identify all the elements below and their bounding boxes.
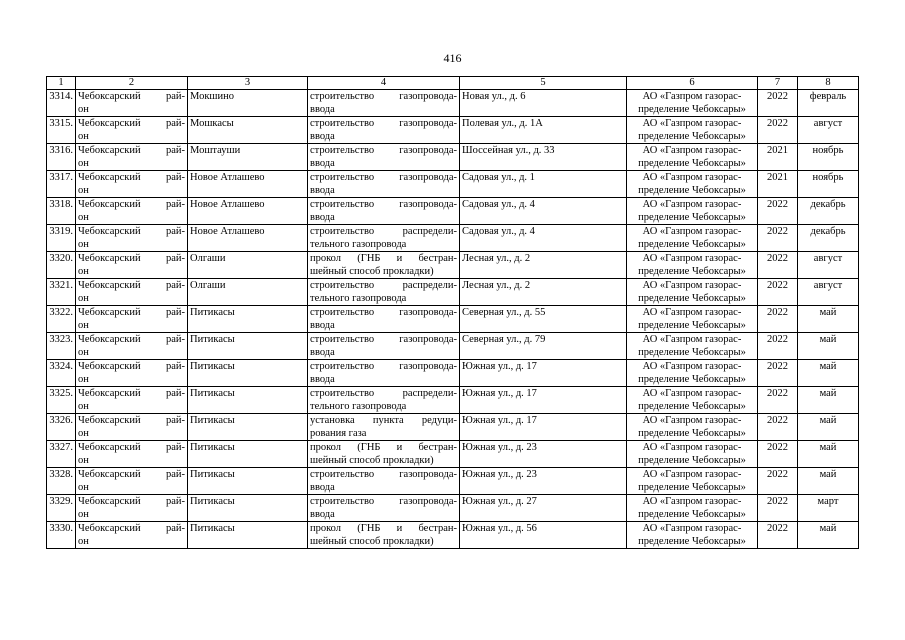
address-cell: Полевая ул., д. 1А [460, 117, 627, 144]
table-row [47, 333, 859, 360]
district-cell: Чебоксарский рай- он [76, 198, 188, 225]
year-cell: 2021 [758, 171, 798, 198]
settlement-cell: Питикасы [188, 387, 308, 414]
settlement-cell: Питикасы [188, 306, 308, 333]
district-cell: Чебоксарский рай- он [76, 333, 188, 360]
month-cell: август [798, 252, 859, 279]
address-cell: Новая ул., д. 6 [460, 90, 627, 117]
row-number: 3317. [47, 171, 76, 198]
table-header [47, 77, 859, 90]
row-number: 3329. [47, 495, 76, 522]
work-type-cell: строительство газопровода- ввода [308, 117, 460, 144]
district-cell: Чебоксарский рай- он [76, 171, 188, 198]
settlement-cell: Питикасы [188, 414, 308, 441]
district-cell: Чебоксарский рай- он [76, 90, 188, 117]
district-cell: Чебоксарский рай- он [76, 387, 188, 414]
district-cell: Чебоксарский рай- он [76, 522, 188, 549]
table-row [47, 225, 859, 252]
table-row [47, 144, 859, 171]
address-cell: Южная ул., д. 27 [460, 495, 627, 522]
address-cell: Южная ул., д. 56 [460, 522, 627, 549]
month-cell: август [798, 279, 859, 306]
organization-cell: АО «Газпром газорас- пределение Чебоксары» [627, 279, 758, 306]
settlement-cell: Новое Атлашево [188, 198, 308, 225]
month-cell: ноябрь [798, 171, 859, 198]
address-cell: Садовая ул., д. 4 [460, 198, 627, 225]
year-cell: 2021 [758, 144, 798, 171]
row-number: 3327. [47, 441, 76, 468]
settlement-cell: Мокшино [188, 90, 308, 117]
district-cell: Чебоксарский рай- он [76, 306, 188, 333]
work-type-cell: строительство газопровода- ввода [308, 333, 460, 360]
year-cell: 2022 [758, 414, 798, 441]
address-cell: Лесная ул., д. 2 [460, 279, 627, 306]
organization-cell: АО «Газпром газорас- пределение Чебоксары» [627, 117, 758, 144]
organization-cell: АО «Газпром газорас- пределение Чебоксары» [627, 171, 758, 198]
work-type-cell: прокол (ГНБ и бестран- шейный способ прокладки) [308, 252, 460, 279]
address-cell: Северная ул., д. 55 [460, 306, 627, 333]
organization-cell: АО «Газпром газорас- пределение Чебоксары» [627, 333, 758, 360]
year-cell: 2022 [758, 252, 798, 279]
table-row [47, 495, 859, 522]
table-row [47, 441, 859, 468]
work-type-cell: строительство распредели- тельного газопровода [308, 279, 460, 306]
column-header-8: 8 [798, 77, 859, 90]
address-cell: Южная ул., д. 23 [460, 441, 627, 468]
table-row [47, 171, 859, 198]
settlement-cell: Питикасы [188, 333, 308, 360]
address-cell: Садовая ул., д. 4 [460, 225, 627, 252]
district-cell: Чебоксарский рай- он [76, 279, 188, 306]
district-cell: Чебоксарский рай- он [76, 144, 188, 171]
organization-cell: АО «Газпром газорас- пределение Чебоксары» [627, 387, 758, 414]
month-cell: ноябрь [798, 144, 859, 171]
settlement-cell: Питикасы [188, 468, 308, 495]
organization-cell: АО «Газпром газорас- пределение Чебоксары» [627, 495, 758, 522]
table-body [47, 90, 859, 549]
year-cell: 2022 [758, 441, 798, 468]
row-number: 3319. [47, 225, 76, 252]
organization-cell: АО «Газпром газорас- пределение Чебоксары» [627, 225, 758, 252]
month-cell: май [798, 333, 859, 360]
settlement-cell: Мошкасы [188, 117, 308, 144]
month-cell: февраль [798, 90, 859, 117]
settlement-cell: Питикасы [188, 441, 308, 468]
row-number: 3318. [47, 198, 76, 225]
row-number: 3324. [47, 360, 76, 387]
organization-cell: АО «Газпром газорас- пределение Чебоксары» [627, 414, 758, 441]
settlement-cell: Новое Атлашево [188, 225, 308, 252]
work-type-cell: строительство газопровода- ввода [308, 468, 460, 495]
month-cell: май [798, 468, 859, 495]
table-row [47, 198, 859, 225]
header-row [47, 77, 859, 90]
month-cell: август [798, 117, 859, 144]
year-cell: 2022 [758, 522, 798, 549]
work-type-cell: строительство газопровода- ввода [308, 90, 460, 117]
district-cell: Чебоксарский рай- он [76, 117, 188, 144]
column-header-4: 4 [308, 77, 460, 90]
address-cell: Северная ул., д. 79 [460, 333, 627, 360]
month-cell: май [798, 522, 859, 549]
organization-cell: АО «Газпром газорас- пределение Чебоксары» [627, 522, 758, 549]
month-cell: май [798, 414, 859, 441]
year-cell: 2022 [758, 117, 798, 144]
year-cell: 2022 [758, 225, 798, 252]
row-number: 3330. [47, 522, 76, 549]
row-number: 3328. [47, 468, 76, 495]
table-row [47, 522, 859, 549]
address-cell: Садовая ул., д. 1 [460, 171, 627, 198]
district-cell: Чебоксарский рай- он [76, 468, 188, 495]
district-cell: Чебоксарский рай- он [76, 252, 188, 279]
table-row [47, 117, 859, 144]
work-type-cell: прокол (ГНБ и бестран- шейный способ прокладки) [308, 441, 460, 468]
settlement-cell: Олгаши [188, 279, 308, 306]
table-row [47, 414, 859, 441]
page-number: 416 [443, 51, 462, 65]
settlement-cell: Олгаши [188, 252, 308, 279]
table-row [47, 468, 859, 495]
organization-cell: АО «Газпром газорас- пределение Чебоксары» [627, 144, 758, 171]
table-row [47, 387, 859, 414]
year-cell: 2022 [758, 333, 798, 360]
table-row [47, 90, 859, 117]
row-number: 3315. [47, 117, 76, 144]
work-type-cell: строительство распредели- тельного газопровода [308, 387, 460, 414]
settlement-cell: Питикасы [188, 495, 308, 522]
table-row [47, 252, 859, 279]
column-header-5: 5 [460, 77, 627, 90]
month-cell: май [798, 441, 859, 468]
month-cell: декабрь [798, 198, 859, 225]
row-number: 3316. [47, 144, 76, 171]
row-number: 3325. [47, 387, 76, 414]
settlement-cell: Новое Атлашево [188, 171, 308, 198]
column-header-2: 2 [76, 77, 188, 90]
organization-cell: АО «Газпром газорас- пределение Чебоксары» [627, 441, 758, 468]
work-type-cell: строительство газопровода- ввода [308, 198, 460, 225]
organization-cell: АО «Газпром газорас- пределение Чебоксары» [627, 198, 758, 225]
row-number: 3314. [47, 90, 76, 117]
organization-cell: АО «Газпром газорас- пределение Чебоксары» [627, 306, 758, 333]
row-number: 3321. [47, 279, 76, 306]
year-cell: 2022 [758, 279, 798, 306]
work-type-cell: строительство газопровода- ввода [308, 144, 460, 171]
district-cell: Чебоксарский рай- он [76, 360, 188, 387]
row-number: 3326. [47, 414, 76, 441]
row-number: 3322. [47, 306, 76, 333]
month-cell: декабрь [798, 225, 859, 252]
work-type-cell: установка пункта редуци- рования газа [308, 414, 460, 441]
district-cell: Чебоксарский рай- он [76, 441, 188, 468]
settlement-cell: Питикасы [188, 360, 308, 387]
column-header-7: 7 [758, 77, 798, 90]
work-type-cell: прокол (ГНБ и бестран- шейный способ прокладки) [308, 522, 460, 549]
year-cell: 2022 [758, 90, 798, 117]
work-type-cell: строительство газопровода- ввода [308, 360, 460, 387]
organization-cell: АО «Газпром газорас- пределение Чебоксары» [627, 360, 758, 387]
organization-cell: АО «Газпром газорас- пределение Чебоксары» [627, 468, 758, 495]
row-number: 3323. [47, 333, 76, 360]
registry-table [46, 76, 859, 549]
work-type-cell: строительство распредели- тельного газопровода [308, 225, 460, 252]
address-cell: Южная ул., д. 17 [460, 360, 627, 387]
table-row [47, 306, 859, 333]
district-cell: Чебоксарский рай- он [76, 225, 188, 252]
address-cell: Южная ул., д. 17 [460, 414, 627, 441]
month-cell: май [798, 387, 859, 414]
year-cell: 2022 [758, 198, 798, 225]
column-header-3: 3 [188, 77, 308, 90]
settlement-cell: Моштауши [188, 144, 308, 171]
address-cell: Южная ул., д. 17 [460, 387, 627, 414]
organization-cell: АО «Газпром газорас- пределение Чебоксары» [627, 90, 758, 117]
address-cell: Южная ул., д. 23 [460, 468, 627, 495]
work-type-cell: строительство газопровода- ввода [308, 171, 460, 198]
year-cell: 2022 [758, 306, 798, 333]
month-cell: май [798, 306, 859, 333]
year-cell: 2022 [758, 468, 798, 495]
year-cell: 2022 [758, 495, 798, 522]
row-number: 3320. [47, 252, 76, 279]
year-cell: 2022 [758, 360, 798, 387]
table-row [47, 279, 859, 306]
address-cell: Лесная ул., д. 2 [460, 252, 627, 279]
work-type-cell: строительство газопровода- ввода [308, 495, 460, 522]
district-cell: Чебоксарский рай- он [76, 495, 188, 522]
month-cell: март [798, 495, 859, 522]
table-row [47, 360, 859, 387]
column-header-6: 6 [627, 77, 758, 90]
address-cell: Шоссейная ул., д. 33 [460, 144, 627, 171]
organization-cell: АО «Газпром газорас- пределение Чебоксары» [627, 252, 758, 279]
month-cell: май [798, 360, 859, 387]
work-type-cell: строительство газопровода- ввода [308, 306, 460, 333]
settlement-cell: Питикасы [188, 522, 308, 549]
district-cell: Чебоксарский рай- он [76, 414, 188, 441]
year-cell: 2022 [758, 387, 798, 414]
column-header-1: 1 [47, 77, 76, 90]
